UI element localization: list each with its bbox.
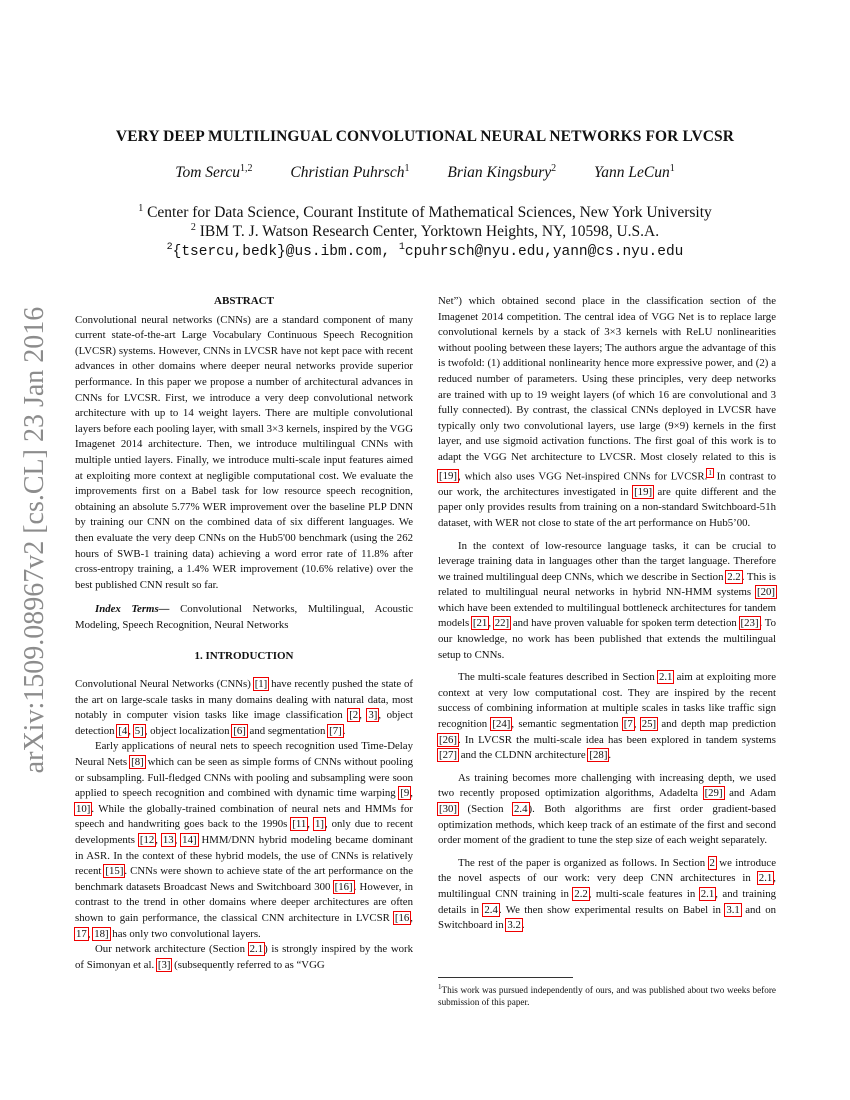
abstract-heading: ABSTRACT <box>214 295 274 307</box>
intro-heading: 1. INTRODUCTION <box>194 650 294 663</box>
author: Tom Sercu$^{1,2}$ <box>175 163 253 182</box>
footnote-rule <box>438 977 573 978</box>
right-column <box>438 294 776 934</box>
author: Brian Kingsbury$^2$ <box>447 163 557 182</box>
intro-paragraph: Early applications of neural nets to speech recognition used Time-Delay Neural Nets [8] which can be seen as simple forms of CNNs without pooling or subsampling. Full-fledged CNNs with pooling and subsampling were soon applied to speech recognition and combined with dynamic time warping [9, 10]. While the globally-trained combination of neural nets and HMMs for speech and handwriting goes back to the 1990s [11, 1], only due to recent developments [12, 13, 14] HMM/DNN hybrid modeling became dominant in ASR. In the context of these hybrid models, the use of CNNs is relatively recent [15]. CNNs were shown to achieve state of the art performance on the benchmark datasets Broadcast News and Switchboard 300 [16]. However, in contrast to the trend in other domains where deeper architectures are often shown to gain performance, the classical CNN architecture in LVCSR [16, 17, 18] has only two convolutional layers. <box>75 740 414 940</box>
arxiv-id: arXiv:1509.08967v2 [cs.CL] 23 Jan 2016 <box>19 306 50 774</box>
abstract-text: Convolutional neural networks (CNNs) are a standard component of many current state-of-the-art Large Vocabulary Continuous Speech Recognition (LVCSR) systems. However, CNNs in LVCSR have not kept pace with recent advances in other domains where deeper neural networks provide superior performance. In this paper we propose a number of architectural advances in CNNs for LVCSR. First, we introduce a very deep convolutional network architecture with up to 14 weight layers. There are multiple convolutional layers before each pooling layer, with small 3×3 kernels, inspired by the VGG Imagenet 2014 architecture. Then, we introduce multilingual CNNs with multiple untied layers. Finally, we introduce multi-scale input features aimed at exploiting more context at negligible computational cost. We evaluate the improvements first on a Babel task for low resource speech recognition, obtaining an absolute 5.77% WER improvement over the baseline PLP DNN by training our CNN on the combined data of six different languages. We then evaluate the very deep CNNs on the Hub5'00 benchmark (using the 262 hours of SWB-1 training data) achieving a word error rate of 11.8% after cross-entropy training, a 1.4% WER improvement (10.6% relative) over the best published CNN result so far. <box>75 313 413 591</box>
affiliation: $^1$ Center for Data Science, Courant Institute of Mathematical Sciences, New York University <box>138 203 712 222</box>
arxiv-stamp <box>12 300 58 780</box>
index-terms: Index Terms— Convolutional Networks, Multilingual, Acoustic Modeling, Speech Recognition, Neural Networks <box>75 603 413 631</box>
author: Yann LeCun$^1$ <box>594 163 675 182</box>
footnote: $^1$This work was pursued independently of ours, and was published about two weeks before submission of this paper. <box>438 983 776 1008</box>
author-list <box>0 163 850 182</box>
intro-paragraph: The rest of the paper is organized as follows. In Section 2 we introduce the novel aspects of our work: very deep CNN architectures in 2.1, multilingual CNN training in 2.2, multi-scale features in 2.1, and training details in 2.4. We then show experimental results on Babel in 3.1 and on Switchboard in 3.2. <box>438 856 777 932</box>
intro-paragraph: Net”) which obtained second place in the classification section of the Imagenet 2014 competition. The central idea of VGG Net is to replace large convolutional kernels by a stack of 3×3 kernels with ReLU nonlinearities without pooling between these layers; The authors argue the advantage of this is twofold: (1) additional nonlinearity hence more expressive power, and (2) a reduced number of parameters. Using these principles, very deep networks are trained with up to 19 weight layers (of which 16 are convolutional and 3 fully connected). By contrast, the classical CNNs deployed in LVCSR have typically only two convolutional layers, use large (9×9) kernels in the first layer, and use sigmoid activation functions. The first goal of this work is to adapt the VGG Net architecture to LVCSR. Most closely related to this is [19], which also uses VGG Net-inspired CNNs for LVCSR.$^1$ In contrast to our work, the architectures investigated in [19] are quite different and the paper only provides results from training on a non-standard Switchboard-51h dataset, with WER not close to state of the art performance on Hub5’00. <box>438 295 776 529</box>
intro-paragraph: As training becomes more challenging with increasing depth, we used two recently proposed optimization algorithms, Adadelta [29] and Adam [30] (Section 2.4). Both algorithms are first order gradient-based optimization methods, which keep track of an estimate of the first and second order moment of the gradient to tune the step size of each weight separately. <box>438 771 777 847</box>
intro-paragraph: Convolutional Neural Networks (CNNs) [1] have recently pushed the state of the art on large-scale tasks in many domains dealing with natural data, most notably in computer vision tasks like image classification [2, 3], object detection [4, 5], object localization [6] and segmentation [7]. <box>75 678 414 737</box>
email-line: $^2${tsercu,bedk}@us.ibm.com, $^1$cpuhrsch@nyu.edu,yann@cs.nyu.edu <box>166 242 684 260</box>
paper-title: VERY DEEP MULTILINGUAL CONVOLUTIONAL NEURAL NETWORKS FOR LVCSR <box>115 128 735 145</box>
left-column <box>75 294 413 973</box>
affiliation: $^2$ IBM T. J. Watson Research Center, Yorktown Heights, NY, 10598, U.S.A. <box>190 222 660 241</box>
intro-paragraph: In the context of low-resource language tasks, it can be crucial to leverage training data in languages other than the target language. Therefore we trained multilingual deep CNNs, which we describe in Section 2.2. This is related to multilingual neural networks in hybrid NN-HMM systems [20] which have been extended to multilingual bottleneck architectures for tandem models [21, 22] and have proven valuable for spoken term detection [23]. To our knowledge, no work has been published that extends the multilingual setup to CNNs. <box>438 539 776 661</box>
intro-paragraph: The multi-scale features described in Section 2.1 aim at exploiting more context at very low computational cost. They are inspired by the recent success of combining information at multiple scales in tasks like traffic sign recognition [24], semantic segmentation [7, 25] and depth map prediction [26]. In LVCSR the multi-scale idea has been explored in tandem systems [27] and the CLDNN architecture [28]. <box>438 671 776 762</box>
intro-paragraph: Our network architecture (Section 2.1) is strongly inspired by the work of Simonyan et al. [3] (subsequently referred to as “VGG <box>75 943 414 971</box>
author: Christian Puhrsch$^1$ <box>290 163 410 182</box>
